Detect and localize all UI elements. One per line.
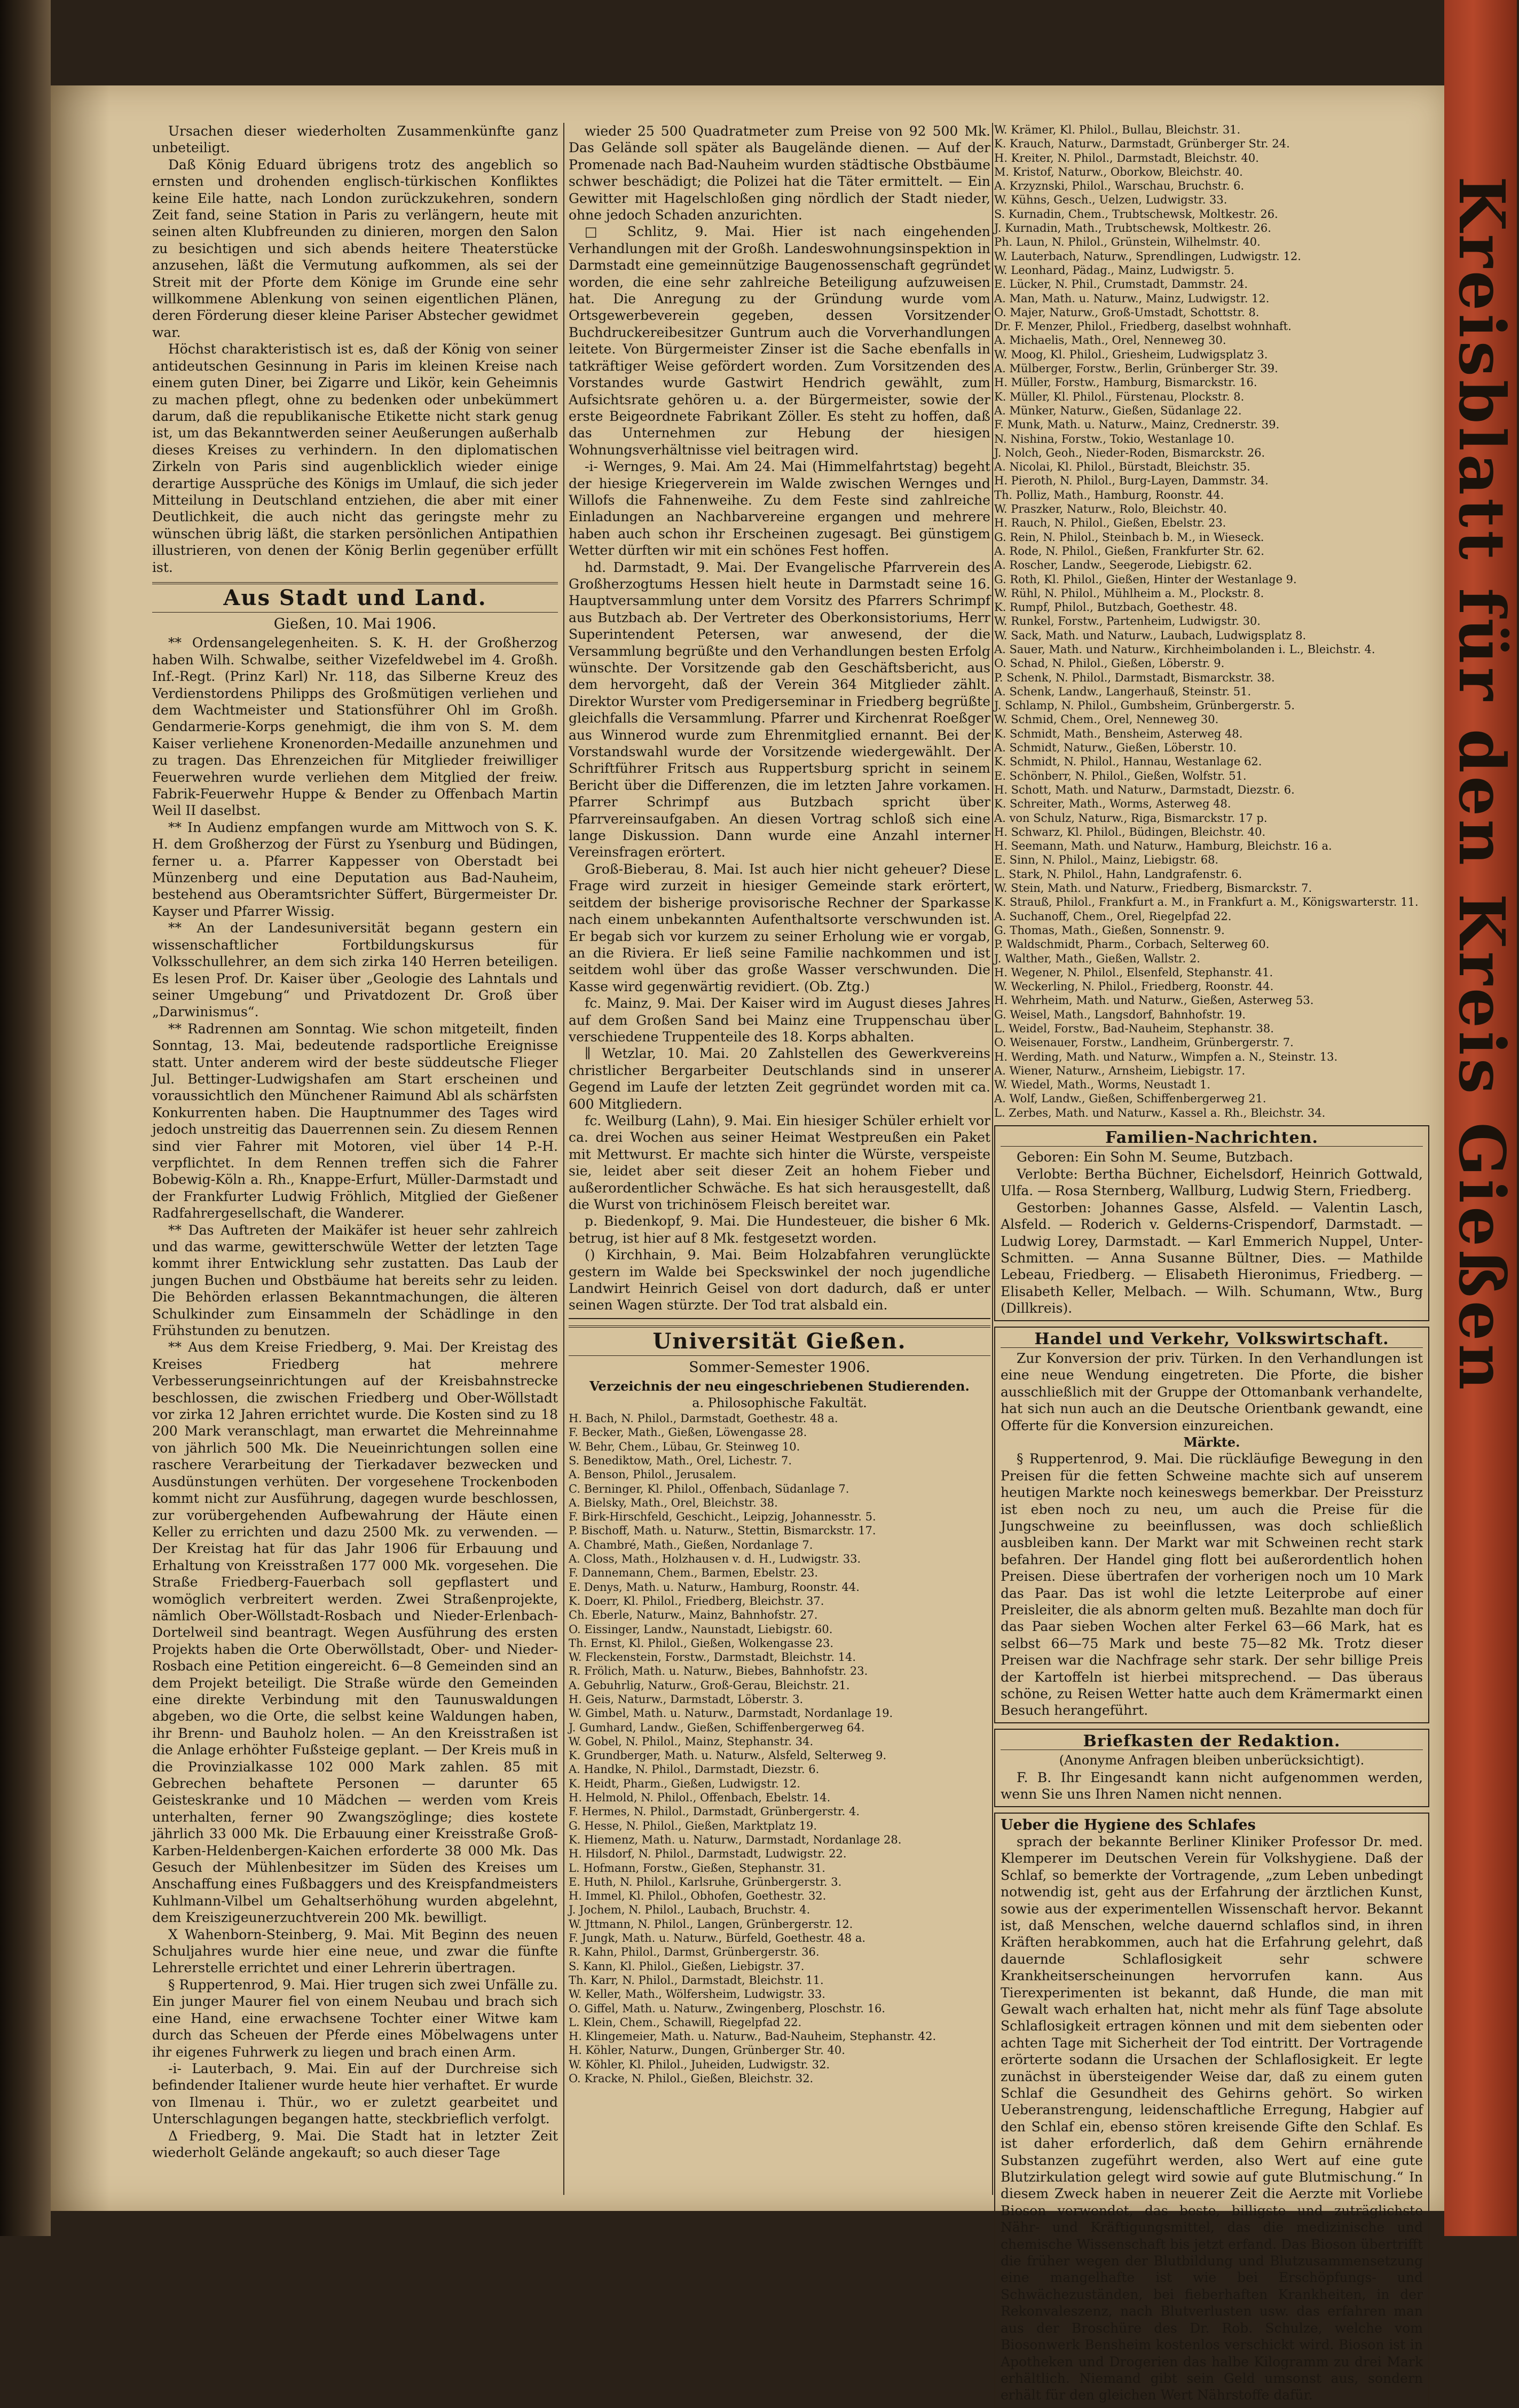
list-item: M. Kristof, Naturw., Oborkow, Bleichstr. 40. bbox=[994, 165, 1243, 178]
list-item: W. Krämer, Kl. Philol., Bullau, Bleichstr. 31. bbox=[994, 123, 1241, 136]
list-item: W. Lauterbach, Naturw., Sprendlingen, Ludwigstr. 12. bbox=[994, 249, 1301, 263]
list-item: G. Weisel, Math., Langsdorf, Bahnhofstr. 19. bbox=[994, 1008, 1246, 1021]
letters-heading: Briefkasten der Redaktion. bbox=[1001, 1733, 1423, 1750]
trade-heading: Handel und Verkehr, Volkswirtschaft. bbox=[1001, 1331, 1423, 1348]
paragraph: Zur Konversion der priv. Türken. In den Verhandlungen ist eine neue Wendung eingetreten. Die Pforte, die bisher ausschließlich mit der Gruppe der Ottomanbank verhandelte, hat sich nun auch an die Deutsche Orientbank gewandt, eine Offerte für die Konversion einzureichen. bbox=[1001, 1350, 1423, 1433]
list-item: A. Krzyznski, Philol., Warschau, Bruchstr. 6. bbox=[994, 179, 1245, 193]
paragraph: X Wahenborn-Steinberg, 9. Mai. Mit Beginn des neuen Schuljahres wurde hier eine neue, und zwar die fünfte Lehrerstelle errichtet und einer Lehrerin übertragen. bbox=[152, 1926, 558, 1976]
column-1-top bbox=[152, 123, 558, 576]
list-item: Th. Ernst, Kl. Philol., Gießen, Wolkengasse 23. bbox=[569, 1636, 834, 1650]
list-item: W. Sack, Math. und Naturw., Laubach, Ludwigsplatz 8. bbox=[994, 629, 1307, 642]
list-item: H. Rauch, N. Philol., Gießen, Ebelstr. 23. bbox=[994, 516, 1226, 530]
paragraph: wieder 25 500 Quadratmeter zum Preise von 92 500 Mk. Das Gelände soll später als Baugelände dienen. — Auf der Promenade nach Bad-Nauheim wurden städtische Obstbäume schwer beschädigt; die Polizei hat die Täter ermittelt. — Ein Gewitter mit Hagelschloßen ging nördlich der Stadt nieder, ohne jedoch Schaden anzurichten. bbox=[569, 123, 990, 223]
list-item: E. Denys, Math. u. Naturw., Hamburg, Roonstr. 44. bbox=[569, 1580, 860, 1594]
list-item: A. Rode, N. Philol., Gießen, Frankfurter Str. 62. bbox=[994, 544, 1264, 558]
list-item: F. Jungk, Math. u. Naturw., Bürfeld, Goethestr. 48 a. bbox=[569, 1932, 866, 1945]
paragraph: Groß-Bieberau, 8. Mai. Ist auch hier nicht geheuer? Diese Frage wird zurzeit in hiesiger Gemeinde stark erörtert, seitdem der bisherige provisorische Rechner der Sparkasse nach einem unbekannten Aufenthaltsorte verschwunden ist. Er begab sich vor kurzem zu seiner Erholung wie er vorgab, an die Riviera. Er ließ seine Familie nachkommen und ist seitdem wohl über das große Wasser verschwunden. Die Kasse wird gegenwärtig revidiert. (Ob. Ztg.) bbox=[569, 861, 990, 994]
list-item: A. Gebuhrlig, Naturw., Groß-Gerau, Bleichstr. 21. bbox=[569, 1678, 850, 1692]
list-item: G. Rein, N. Philol., Steinbach b. M., in Wieseck. bbox=[994, 530, 1264, 544]
paragraph: Geboren: Ein Sohn M. Seume, Butzbach. bbox=[1017, 1149, 1294, 1165]
list-item: F. Dannemann, Chem., Barmen, Ebelstr. 23. bbox=[569, 1566, 818, 1580]
paragraph: Gestorben: Johannes Gasse, Alsfeld. — Valentin Lasch, Alsfeld. — Roderich v. Gelderns-Crispendorf, Darmstadt. — Ludwig Lorey, Darmstadt. — Karl Emmerich Nuppel, Unter-Schmitten. — Anna Susanne Bültner, Dies. — Mathilde Lebeau, Friedberg. — Elisabeth Hieronimus, Friedberg. — Elisabeth Keller, Melbach. — Wilh. Schumann, Wtw., Burg (Dillkreis). bbox=[1001, 1199, 1423, 1316]
divider bbox=[569, 1318, 990, 1319]
list-item: H. Bach, N. Philol., Darmstadt, Goethestr. 48 a. bbox=[569, 1412, 838, 1425]
dateline: Gießen, 10. Mai 1906. bbox=[273, 615, 437, 632]
column-3 bbox=[994, 123, 1429, 2403]
list-item: E. Huth, N. Philol., Karlsruhe, Grünbergerstr. 3. bbox=[569, 1875, 842, 1888]
list-item: O. Eissinger, Landw., Naunstadt, Liebigstr. 60. bbox=[569, 1622, 833, 1636]
list-item: W. Runkel, Forstw., Partenheim, Ludwigstr. 30. bbox=[994, 615, 1261, 628]
paragraph: ** Radrennen am Sonntag. Wie schon mitgeteilt, finden Sonntag, 13. Mai, bedeutende radsportliche Ereignisse statt. Unter anderem wird der beste süddeutsche Flieger Jul. Bettinger-Ludwigshafen am Start erscheinen und voraussichtlich den Münchener Raimund Abl als schärfsten Konkurrenten haben. Die Hauptnummer des Tages wird jedoch unstreitig das Dauerrennen sein. Zu diesem Rennen sind vier Fahrer mit Motoren, viel über 14 P.-H. verpflichtet. In dem Rennen treffen sich die Fahrer Bobewig-Köln a. Rh., Knappe-Erfurt, Müller-Darmstadt und der Frankfurter Ludwig Fröhlich, Mitglied der Gießener Radfahrergesellschaft, die Wanderer. bbox=[152, 1021, 558, 1221]
paragraph: ** In Audienz empfangen wurde am Mittwoch von S. K. H. dem Großherzog der Fürst zu Ysenburg und Büdingen, ferner u. a. Pfarrer Kappesser von Oberstadt bei Münzenberg und eine Deputation aus Bad-Nauheim, bestehend aus Oberamtsrichter Süffert, Bürgermeister Dr. Kayser und Pfarrer Wissig. bbox=[152, 819, 558, 919]
list-item: K. Doerr, Kl. Philol., Friedberg, Bleichstr. 37. bbox=[569, 1594, 824, 1607]
list-item: Th. Polliz, Math., Hamburg, Roonstr. 44. bbox=[994, 488, 1224, 501]
list-item: G. Roth, Kl. Philol., Gießen, Hinter der Westanlage 9. bbox=[994, 572, 1297, 586]
list-item: E. Sinn, N. Philol., Mainz, Liebigstr. 68. bbox=[994, 853, 1219, 867]
list-item: E. Lücker, N. Phil., Crumstadt, Dammstr. 24. bbox=[994, 278, 1248, 291]
list-item: A. Münker, Naturw., Gießen, Südanlage 22. bbox=[994, 404, 1242, 417]
column-2 bbox=[569, 123, 990, 2206]
list-item: L. Zerbes, Math. und Naturw., Kassel a. Rh., Bleichstr. 34. bbox=[994, 1106, 1326, 1119]
list-item: P. Waldschmidt, Pharm., Corbach, Selterweg 60. bbox=[994, 938, 1270, 951]
list-item: K. Müller, Kl. Philol., Fürstenau, Plockstr. 8. bbox=[994, 390, 1245, 403]
paragraph: fc. Mainz, 9. Mai. Der Kaiser wird im August dieses Jahres auf dem Großen Sand bei Mainz eine Truppenschau über verschiedene Truppenteile des 18. Korps abhalten. bbox=[569, 995, 990, 1045]
section-heading: Aus Stadt und Land. bbox=[152, 582, 558, 613]
list-item: A. Suchanoff, Chem., Orel, Riegelpfad 22. bbox=[994, 909, 1232, 923]
list-item: K. Schmidt, Math., Bensheim, Asterweg 48. bbox=[994, 727, 1243, 740]
family-news-heading: Familien-Nachrichten. bbox=[1001, 1130, 1423, 1147]
student-list bbox=[569, 1411, 990, 2085]
list-item: A. Schmidt, Naturw., Gießen, Löberstr. 10. bbox=[994, 741, 1237, 755]
list-item: K. Heidt, Pharm., Gießen, Ludwigstr. 12. bbox=[569, 1777, 800, 1790]
column-rule bbox=[563, 123, 564, 2195]
paragraph: § Ruppertenrod, 9. Mai. Hier trugen sich zwei Unfälle zu. Ein junger Maurer fiel von einem Neubau und brach sich eine Hand, eine erwachsene Tochter einer Witwe kam durch das Scheuen der Pferde eines Möbelwagens unter ihr eigenes Fuhrwerk zu liegen und brach einen Arm. bbox=[152, 1976, 558, 2060]
list-item: E. Schönberr, N. Philol., Gießen, Wolfstr. 51. bbox=[994, 769, 1247, 782]
list-item: H. Klingemeier, Math. u. Naturw., Bad-Nauheim, Stephanstr. 42. bbox=[569, 2030, 936, 2043]
student-list-cont bbox=[994, 123, 1429, 1120]
list-item: W. Rühl, N. Philol., Mühlheim a. M., Plockstr. 8. bbox=[994, 586, 1264, 600]
paragraph: fc. Weilburg (Lahn), 9. Mai. Ein hiesiger Schüler erhielt vor ca. drei Wochen aus seiner Heimat Westpreußen ein Paket mit Mettwurst. Er machte sich hinter die Würste, verspeiste sie, leidet aber seit dieser Zeit an hohem Fieber und außerordentlicher Schwäche. Es hat sich herausgestellt, daß die Wurst von trichinösem Fleisch bereitet war. bbox=[569, 1112, 990, 1212]
paragraph: Daß König Eduard übrigens trotz des angeblich so ernsten und drohenden englisch-türkischen Konfliktes keine Eile hatte, nach London zurückzukehren, sondern Zeit fand, seine Station in Paris zu verlängern, heute mit seinen alten Klubfreunden zu dinieren, morgen den Salon zu besichtigen und sich abends heitere Theaterstücke anzusehen, läßt die Vermutung aufkommen, als sei der Streit mit der Pforte dem Könige im Grunde eine sehr willkommene Ablenkung von seinen eigentlichen Plänen, deren Förderung dieser kleine Pariser Abstecher gewidmet war. bbox=[152, 156, 558, 340]
list-item: W. Schmid, Chem., Orel, Nenneweg 30. bbox=[994, 713, 1219, 726]
list-item: F. Hermes, N. Philol., Darmstadt, Grünbergerstr. 4. bbox=[569, 1805, 860, 1818]
list-item: W. Keller, Math., Wölfersheim, Ludwigstr. 33. bbox=[569, 1988, 825, 2001]
semester-subheading: Sommer-Semester 1906. bbox=[689, 1359, 870, 1376]
list-item: H. Müller, Forstw., Hamburg, Bismarckstr. 16. bbox=[994, 376, 1257, 389]
list-item: W. Gobel, N. Philol., Mainz, Stephanstr. 34. bbox=[569, 1735, 814, 1748]
list-item: W. Praszker, Naturw., Rolo, Bleichstr. 40. bbox=[994, 503, 1227, 516]
list-item: H. Wehrheim, Math. und Naturw., Gießen, Asterweg 53. bbox=[994, 994, 1314, 1007]
list-item: K. Grundberger, Math. u. Naturw., Alsfeld, Selterweg 9. bbox=[569, 1749, 887, 1762]
list-item: L. Hofmann, Forstw., Gießen, Stephanstr. 31. bbox=[569, 1861, 825, 1874]
list-item: K. Schreiter, Math., Worms, Asterweg 48. bbox=[994, 797, 1231, 811]
list-item: W. Fleckenstein, Forstw., Darmstadt, Bleichstr. 14. bbox=[569, 1651, 856, 1664]
list-item: W. Stein, Math. und Naturw., Friedberg, Bismarckstr. 7. bbox=[994, 882, 1312, 895]
paragraph: p. Biedenkopf, 9. Mai. Die Hundesteuer, die bisher 6 Mk. betrug, ist hier auf 8 Mk. festgesetzt worden. bbox=[569, 1213, 990, 1246]
list-item: W. Gimbel, Math. u. Naturw., Darmstadt, Nordanlage 19. bbox=[569, 1707, 893, 1720]
list-item: H. Seemann, Math. und Naturw., Hamburg, Bleichstr. 16 a. bbox=[994, 840, 1332, 853]
paragraph: () Kirchhain, 9. Mai. Beim Holzabfahren verunglückte gestern im Walde bei Speckswinkel der noch jugendliche Landwirt Heinrich Geisel von dort dadurch, daß er unter seinen Wagen stürzte. Der Tod trat alsbald ein. bbox=[569, 1247, 990, 1313]
column-2-body bbox=[569, 123, 990, 1314]
list-item: A. Mülberger, Forstw., Berlin, Grünberger Str. 39. bbox=[994, 362, 1278, 375]
list-item: K. Rumpf, Philol., Butzbach, Goethestr. 48. bbox=[994, 601, 1238, 614]
list-item: Th. Karr, N. Philol., Darmstadt, Bleichstr. 11. bbox=[569, 1973, 824, 1987]
list-item: K. Krauch, Naturw., Darmstadt, Grünberger Str. 24. bbox=[994, 137, 1290, 151]
list-item: A. Benson, Philol., Jerusalem. bbox=[569, 1468, 737, 1481]
list-item: Ch. Eberle, Naturw., Mainz, Bahnhofstr. 27. bbox=[569, 1609, 818, 1622]
paragraph: ** Das Auftreten der Maikäfer ist heuer sehr zahlreich und das warme, gewitterschwüle Wetter der letzten Tage kommt ihrer Entwicklung sehr zustatten. Das Laub der jungen Buchen und Obstbäume hat bereits sehr zu leiden. Die Behörden erlassen Bekanntmachungen, die älteren Schulkinder zum Einsammeln der Schädlinge in den Frühstunden zu benutzen. bbox=[152, 1222, 558, 1339]
list-item: A. Wolf, Landw., Gießen, Schiffenbergerweg 21. bbox=[994, 1092, 1266, 1105]
list-item: O. Schad, N. Philol., Gießen, Löberstr. 9. bbox=[994, 657, 1225, 670]
paragraph: Höchst charakteristisch ist es, daß der König von seiner antideutschen Gesinnung in Paris im kleinen Kreise nach einem guten Diner, bei Zigarre und Likör, kein Geheimnis zu machen pflegt, ohne zu bedenken oder unbekümmert darum, daß die republikanische Etikette nicht stark genug ist, um das Bekanntwerden seiner Aeußerungen außerhalb dieses Kreises zu verhindern. In den diplomatischen Zirkeln von Paris sind augenblicklich wieder einige derartige Aussprüche des Königs im Umlauf, die sich jeder Mitteilung in Deutschland entziehen, die aber mit einer Deutlichkeit, die auch nicht das geringste mehr zu wünschen übrig läßt, die starken persönlichen Antipathien illustrieren, von denen der König Berlin gegenüber erfüllt ist. bbox=[152, 341, 558, 575]
paragraph: -i- Wernges, 9. Mai. Am 24. Mai (Himmelfahrtstag) begeht der hiesige Kriegerverein im Walde zwischen Wernges und Willofs die Fahnenweihe. Zu dem Feste sind zahlreiche Einladungen an Nachbarvereine ergangen und mehrere haben auch schon ihr Erscheinen zugesagt. Bei günstigem Wetter dürften wir mit ein schönes Fest hoffen. bbox=[569, 459, 990, 559]
list-item: J. Nolch, Geoh., Nieder-Roden, Bismarckstr. 26. bbox=[994, 446, 1265, 459]
list-item: P. Schenk, N. Philol., Darmstadt, Bismarckstr. 38. bbox=[994, 671, 1275, 684]
list-item: A. Closs, Math., Holzhausen v. d. H., Ludwigstr. 33. bbox=[569, 1552, 861, 1566]
list-item: H. Köhler, Naturw., Dungen, Grünberger Str. 40. bbox=[569, 2044, 845, 2057]
list-item: H. Pieroth, N. Philol., Burg-Layen, Dammstr. 34. bbox=[994, 474, 1269, 488]
list-item: F. Birk-Hirschfeld, Geschicht., Leipzig, Johannesstr. 5. bbox=[569, 1510, 876, 1524]
list-item: J. Kurnadin, Math., Trubtschewsk, Moltkestr. 26. bbox=[994, 222, 1271, 235]
list-item: C. Berninger, Kl. Philol., Offenbach, Südanlage 7. bbox=[569, 1482, 849, 1495]
list-item: A. Man, Math. u. Naturw., Mainz, Ludwigstr. 12. bbox=[994, 292, 1270, 305]
list-item: W. Köhler, Kl. Philol., Juheiden, Ludwigstr. 32. bbox=[569, 2058, 830, 2071]
list-item: R. Frölich, Math. u. Naturw., Biebes, Bahnhofstr. 23. bbox=[569, 1665, 868, 1678]
list-item: W. Kühns, Gesch., Uelzen, Ludwigstr. 33. bbox=[994, 193, 1227, 207]
list-item: J. Walther, Math., Gießen, Wallstr. 2. bbox=[994, 952, 1200, 965]
list-item: H. Helmold, N. Philol., Offenbach, Ebelstr. 14. bbox=[569, 1791, 831, 1805]
list-item: A. Sauer, Math. und Naturw., Kirchheimbolanden i. L., Bleichstr. 4. bbox=[994, 642, 1375, 656]
paragraph: ∥ Wetzlar, 10. Mai. 20 Zahlstellen des Gewerkvereins christlicher Bergarbeiter Deutschlands sind in unserer Gegend im Laufe der letzten Zeit gegründet worden mit ca. 600 Mitgliedern. bbox=[569, 1046, 990, 1112]
column-1-body bbox=[152, 634, 558, 2161]
list-item: H. Kreiter, N. Philol., Darmstadt, Bleichstr. 40. bbox=[994, 151, 1259, 164]
paragraph: § Ruppertenrod, 9. Mai. Die rückläufige Bewegung in den Preisen für die fetten Schweine machte sich auf unserem heutigen Markte noch keineswegs bemerkbar. Der Preissturz ist eben noch zu neu, um auch die Preise für die Jungschweine zu beeinflussen, was doch schließlich ausbleiben kann. Der Markt war mit Schweinen recht stark befahren. Der Handel ging flott bei außerordentlich hohen Preisen. Diese übertrafen der vorherigen noch um 10 Mark das Paar. Das ist wohl die letzte Leiterprobe auf einer Preisleiter, die als abnorm gelten muß. Bezahlte man doch für das Paar sieben Wochen alter Ferkel 63—66 Mark, hat es selbst 66—75 Mark und beste 75—82 Mk. Trotz dieser Preisen war die Nachfrage sehr stark. Der sehr billige Preis der Kartoffeln ist hierbei mitsprechend. — Das überaus schöne, zu Reisen Wetter hatte auch dem Krämermarkt einen Besuch herangeführt. bbox=[1001, 1451, 1423, 1719]
list-item: W. Wiedel, Math., Worms, Neustadt 1. bbox=[994, 1078, 1211, 1092]
paragraph: Δ Friedberg, 9. Mai. Die Stadt hat in letzter Zeit wiederholt Gelände angekauft; so auch dieser Tage bbox=[152, 2128, 558, 2160]
family-news-body bbox=[1001, 1149, 1423, 1316]
list-item: F. Munk, Math. u. Naturw., Mainz, Crednerstr. 39. bbox=[994, 418, 1280, 432]
student-list-title: Verzeichnis der neu eingeschriebenen Studierenden. bbox=[589, 1378, 970, 1394]
list-item: W. Jttmann, N. Philol., Langen, Grünbergerstr. 12. bbox=[569, 1917, 853, 1931]
list-item: L. Weidel, Forstw., Bad-Nauheim, Stephanstr. 38. bbox=[994, 1022, 1274, 1035]
list-item: H. Werding, Math. und Naturw., Wimpfen a. N., Steinstr. 13. bbox=[994, 1050, 1338, 1063]
list-item: A. Nicolai, Kl. Philol., Bürstadt, Bleichstr. 35. bbox=[994, 460, 1250, 474]
list-item: G. Thomas, Math., Gießen, Sonnenstr. 9. bbox=[994, 923, 1225, 937]
list-item: P. Bischoff, Math. u. Naturw., Stettin, Bismarckstr. 17. bbox=[569, 1524, 876, 1538]
paragraph: ** An der Landesuniversität begann gestern ein wissenschaftlicher Fortbildungskursus für Volksschullehrer, an dem sich zirka 140 Herren beteiligen. Es lesen Prof. Dr. Kaiser über „Geologie des Lahntals und seiner Umgebung“ und Privatdozent Dr. Groß über „Darwinismus“. bbox=[152, 920, 558, 1020]
list-item: Dr. F. Menzer, Philol., Friedberg, daselbst wohnhaft. bbox=[994, 320, 1292, 333]
list-item: F. Becker, Math., Gießen, Löwengasse 28. bbox=[569, 1426, 807, 1439]
list-item: A. Schenk, Landw., Langerhauß, Steinstr. 51. bbox=[994, 685, 1252, 698]
letters-subheading: (Anonyme Anfragen bleiben unberücksichtigt). bbox=[1059, 1753, 1365, 1768]
list-item: H. Schwarz, Kl. Philol., Büdingen, Bleichstr. 40. bbox=[994, 825, 1266, 838]
letters-body bbox=[1001, 1769, 1423, 1803]
list-item: A. Roscher, Landw., Seegerode, Liebigstr. 62. bbox=[994, 559, 1252, 572]
paragraph: Ursachen dieser wiederholten Zusammenkünfte ganz unbeteiligt. bbox=[152, 123, 558, 156]
list-item: L. Klein, Chem., Schawill, Riegelpfad 22. bbox=[569, 2015, 802, 2029]
paragraph: sprach der bekannte Berliner Kliniker Professor Dr. med. Klemperer im Deutschen Verein für Volkshygiene. Daß der Schlaf, so bemerkte der Vortragende, „zum Leben unbedingt notwendig ist, geht aus der Erfahrung der ärztlichen Kunst, sowie aus der experimentellen Wissenschaft hervor. Bekannt ist, daß Menschen, welche dauernd schlaflos sind, in ihren Kräften herabkommen, auch hat die Erfahrung gelehrt, daß dauernde Schlaflosigkeit sehr schwere Krankheitserscheinungen hervorrufen kann. Aus Tierexperimenten ist bekannt, daß Hunde, die man mit Gewalt wach erhalten hat, nicht mehr als fünf Tage absolute Schlaflosigkeit ertragen können und mit dem siebenten oder achten Tage mit Sicherheit der Tod eintritt. Der Vortragende erörterte sodann die Ursachen der Schlaflosigkeit. Er legte zunächst in übersteigender Weise dar, daß zu einem guten Schlaf die Gesundheit des Gehirns gehört. So wirken Ueberanstrengung, leidenschaftliche Erregung, Habgier auf den Schlaf ein, ebenso stören kreisende Gifte den Schlaf. Es ist daher erforderlich, daß dem Gehirn ernährende Substanzen zugeführt werden, also Wert auf eine gute Blutzirkulation gelegt wird sowie auf gute Blutmischung.“ In diesem Zweck haben in neuerer Zeit die Aerzte mit Vorliebe Bioson verwendet, das beste, billigste und zuträglichste Nähr- und Kräftigungsmittel, das die medizinische und chemische Wissenschaft bis jetzt erfand. Das Bioson übertrifft die früher wegen der Blutbildung und Blutzusammensetzung eine mangelhafte ist wie bei Erschöpfungs- und Schwächezuständen, bei fieberhaften Krankheiten, in der Rekonvaleszenz, nach Blutverlusten usw. das erfahren man aus der Broschüre des Dr. Rob. Schulze, welche vom Biosonwerk Bensheim kostenlos verschickt wird. Bioson ist in Apotheken und Drogerien das halbe Kilogramm zu drei Mark erhältlich. Niemand gibt sein Geld umsonst aus, sondern erhält für den gleichen Wert Nährstoffe dafür. bbox=[1001, 1833, 1423, 2403]
list-item: W. Behr, Chem., Lübau, Gr. Steinweg 10. bbox=[569, 1440, 800, 1453]
list-item: W. Weckerling, N. Philol., Friedberg, Roonstr. 44. bbox=[994, 980, 1274, 993]
markets-body bbox=[1001, 1450, 1423, 1719]
list-item: O. Weisenauer, Forstw., Landheim, Grünbergerstr. 7. bbox=[994, 1036, 1294, 1049]
list-item: W. Leonhard, Pädag., Mainz, Ludwigstr. 5. bbox=[994, 263, 1234, 277]
masthead-title: Kreisblatt für den Kreis Gießen bbox=[1445, 176, 1519, 1393]
family-news-box bbox=[994, 1125, 1429, 1321]
list-item: S. Benediktow, Math., Orel, Lichestr. 7. bbox=[569, 1454, 792, 1467]
paragraph: F. B. Ihr Eingesandt kann nicht aufgenommen werden, wenn Sie uns Ihren Namen nicht nennen. bbox=[1001, 1769, 1423, 1802]
trade-box bbox=[994, 1327, 1429, 1723]
markets-heading: Märkte. bbox=[1183, 1434, 1240, 1450]
paragraph: hd. Darmstadt, 9. Mai. Der Evangelische Pfarrverein des Großherzogtums Hessen hielt heute in Darmstadt seine 16. Hauptversammlung unter dem Vorsitz des Pfarrers Schrimpf aus Butzbach ab. Der Vertreter des Oberkonsistoriums, Herr Superintendent Petersen, war anwesend, der die Versammlung begrüßte und den Verhandlungen besten Erfolg wünschte. Der Vorsitzende gab den Geschäftsbericht, aus dem hervorgeht, daß der Verein 364 Mitglieder zählt. Direktor Wurster vom Predigerseminar in Friedberg begrüßte gleichfalls die Versammlung. Pfarrer und Kirchenrat Roeßger aus Winnerod wurde zum Ehrenmitglied ernannt. Bei der Vorstandswahl wurde der Vorsitzende wiedergewählt. Der Schriftführer Fritsch aus Ruppertsburg spricht in seinem Bericht über die Differenzen, die im letzten Jahre vorkamen. Pfarrer Schrimpf aus Butzbach spricht über Pfarrvereinsaufgaben. An diesen Vortrag schloß sich eine lange Diskussion. Dann wurde eine Anzahl interner Vereinsfragen erörtert. bbox=[569, 559, 990, 860]
list-item: A. Michaelis, Math., Orel, Nenneweg 30. bbox=[994, 334, 1226, 347]
list-item: S. Kann, Kl. Philol., Gießen, Liebigstr. 37. bbox=[569, 1959, 805, 1973]
list-item: A. von Schulz, Naturw., Riga, Bismarckstr. 17 p. bbox=[994, 811, 1268, 825]
list-item: A. Handke, N. Philol., Darmstadt, Diezstr. 6. bbox=[569, 1763, 820, 1776]
list-item: K. Strauß, Philol., Frankfurt a. M., in Frankfurt a. M., Königswarterstr. 11. bbox=[994, 896, 1419, 909]
list-item: S. Kurnadin, Chem., Trubtschewsk, Moltkestr. 26. bbox=[994, 207, 1278, 221]
list-item: H. Hilsdorf, N. Philol., Darmstadt, Ludwigstr. 22. bbox=[569, 1847, 847, 1861]
list-item: J. Jochem, N. Philol., Laubach, Bruchstr. 4. bbox=[569, 1903, 810, 1917]
list-item: O. Kracke, N. Philol., Gießen, Bleichstr. 32. bbox=[569, 2072, 814, 2085]
column-1 bbox=[152, 123, 558, 2206]
book-binding bbox=[0, 0, 51, 2236]
advert-box bbox=[994, 1813, 1429, 2408]
list-item: W. Moog, Kl. Philol., Griesheim, Ludwigsplatz 3. bbox=[994, 348, 1268, 361]
list-item: Ph. Laun, N. Philol., Grünstein, Wilhelmstr. 40. bbox=[994, 236, 1261, 249]
list-item: J. Gumhard, Landw., Gießen, Schiffenbergerweg 64. bbox=[569, 1721, 865, 1734]
list-item: H. Wegener, N. Philol., Elsenfeld, Stephanstr. 41. bbox=[994, 966, 1273, 979]
list-item: O. Giffel, Math. u. Naturw., Zwingenberg, Ploschstr. 16. bbox=[569, 2002, 886, 2015]
list-item: R. Kahn, Philol., Darmst, Grünbergerstr. 36. bbox=[569, 1946, 820, 1959]
column-rule bbox=[992, 123, 993, 2195]
paragraph: ** Ordensangelegenheiten. S. K. H. der Großherzog haben Wilh. Schwalbe, seither Vizefeldwebel im 4. Großh. Inf.-Regt. (Prinz Karl) Nr. 118, das Silberne Kreuz des Verdienstordens Philipps des Großmütigen verliehen und dem Wachtmeister und Stationsführer Ohl im Großh. Gendarmerie-Korps genehmigt, die ihm von S. M. dem Kaiser verliehene Kronenorden-Medaille anzunehmen und zu tragen. Das Ehrenzeichen für Mitglieder freiwilliger Feuerwehren wurde verliehen dem Mitglied der freiw. Fabrik-Feuerwehr Huppe & Bender zu Offenbach Martin Weil II daselbst. bbox=[152, 635, 558, 819]
paragraph: ** Aus dem Kreise Friedberg, 9. Mai. Der Kreistag des Kreises Friedberg hat mehrere Verbesserungseinrichtungen auf der Kreisbahnstrecke beschlossen, die zwischen Friedberg und Ober-Wöllstadt vor zirka 12 Jahren errichtet wurde. Die Kosten sind zu 18 200 Mark veranschlagt, man erwartet die Mehreinnahme von jährlich 500 Mk. Die Neueinrichtungen sollen eine raschere Verarbeitung der Tierkadaver bezwecken und Ausdünstungen verhüten. Der vorgesehene Trockenboden kommt nicht zur Ausführung, dagegen wurde beschlossen, zur vorübergehenden Aufbewahrung der Häute einen Keller zu errichten und dazu 2500 Mk. zu verwenden. — Der Kreistag hat für das Jahr 1906 für Erbauung und Erhaltung von Kreisstraßen 177 000 Mk. vorgesehen. Die Straße Friedberg-Fauerbach soll gepflastert und womöglich verbreitert werden. Zwei Straßenprojekte, nämlich Ober-Wöllstadt-Rosbach und Nieder-Erlenbach-Dortelweil sind beantragt. Wegen Ausführung des ersten Projekts haben die Orte Oberwöllstadt, Ober- und Nieder-Rosbach eine Petition eingereicht. 6—8 Gemeinden sind an dem Projekt beteiligt. Die Straße würde den Gemeinden eine direkte Verbindung mit den Taunuswaldungen abgeben, wo die Orte, die selbst keine Waldungen haben, ihr Brenn- und Bauholz holen. — An den Kreisstraßen ist die Anlage erhöhter Fußsteige geplant. — Der Kreis muß in die Provinzialkasse 102 000 Mark zahlen. 85 mit Gebrechen behaftete Personen — darunter 65 Geisteskranke und 10 Mädchen — werden vom Kreis unterhalten, ferner 90 Zwangszöglinge; dies kostete jährlich 33 000 Mk. Die Erbauung einer Kreisstraße Groß-Karben-Heldenbergen-Kaichen erforderte 38 000 Mk. Das Gesuch der Mühlenbesitzer im Süden des Kreises um Anschaffung eines Fußbaggers und des Kreispfandmeisters Kuhlmann-Vilbel um Gehaltserhöhung wurden abgelehnt, dem Kreiszigeunerzuchtverein 200 Mk. bewilligt. bbox=[152, 1339, 558, 1926]
list-item: H. Geis, Naturw., Darmstadt, Löberstr. 3. bbox=[569, 1693, 804, 1706]
list-item: L. Stark, N. Philol., Hahn, Landgrafenstr. 6. bbox=[994, 867, 1242, 881]
advert-body bbox=[1001, 1833, 1423, 2404]
faculty-label: a. Philosophische Fakultät. bbox=[692, 1395, 867, 1410]
list-item: A. Wiener, Naturw., Arnsheim, Liebigstr. 17. bbox=[994, 1064, 1246, 1077]
trade-body bbox=[1001, 1350, 1423, 1434]
list-item: O. Majer, Naturw., Groß-Umstadt, Schottstr. 8. bbox=[994, 305, 1260, 319]
paragraph: Verlobte: Bertha Büchner, Eichelsdorf, Heinrich Gottwald, Ulfa. — Rosa Sternberg, Wallburg, Ludwig Stern, Friedberg. bbox=[1001, 1166, 1423, 1199]
list-item: H. Immel, Kl. Philol., Obhofen, Goethestr. 32. bbox=[569, 1889, 827, 1903]
list-item: N. Nishina, Forstw., Tokio, Westanlage 10. bbox=[994, 432, 1234, 445]
list-item: H. Schott, Math. und Naturw., Darmstadt, Diezstr. 6. bbox=[994, 783, 1295, 796]
list-item: A. Bielsky, Math., Orel, Bleichstr. 38. bbox=[569, 1496, 778, 1509]
list-item: K. Hiemenz, Math. u. Naturw., Darmstadt, Nordanlage 28. bbox=[569, 1833, 902, 1846]
list-item: K. Schmidt, N. Philol., Hannau, Westanlage 62. bbox=[994, 755, 1262, 768]
paragraph: -i- Lauterbach, 9. Mai. Ein auf der Durchreise sich befindender Italiener wurde heute hier verhaftet. Er wurde von Ilmenau i. Thür., wo er zuletzt gearbeitet und Unterschlagungen begangen hatte, steckbrieflich verfolgt. bbox=[152, 2060, 558, 2127]
letters-box bbox=[994, 1729, 1429, 1807]
advert-heading: Ueber die Hygiene des Schlafes bbox=[1001, 1816, 1256, 1833]
list-item: J. Schlamp, N. Philol., Gumbsheim, Grünbergerstr. 5. bbox=[994, 699, 1295, 712]
paragraph: □ Schlitz, 9. Mai. Hier ist nach eingehenden Verhandlungen mit der Großh. Landeswohnungsinspektion in Darmstadt eine gemeinnützige Baugenossenschaft gegründet worden, die eine sehr zahlreiche Beteiligung aufzuweisen hat. Die Anregung zu der Gründung wurde vom Ortsgewerbeverein gegeben, dessen Vorsitzender Buchdruckereibesitzer Guntrum auch die Vorverhandlungen leitete. Von Bürgermeister Zinser ist die Sache ebenfalls in tatkräftiger Weise gefördert worden. Zum Vorsitzenden des Vorstandes wurde Gastwirt Hendrich gewählt, zum Aufsichtsrate gehören u. a. der Bürgermeister, sowie der erste Beigeordnete Fabrikant Zöller. Es steht zu hoffen, daß das Unternehmen zur Hebung der hiesigen Wohnungsverhältnisse viel beitragen wird. bbox=[569, 224, 990, 458]
list-item: A. Chambré, Math., Gießen, Nordanlage 7. bbox=[569, 1538, 813, 1551]
university-heading: Universität Gießen. bbox=[569, 1325, 990, 1356]
list-item: G. Hesse, N. Philol., Gießen, Marktplatz 19. bbox=[569, 1819, 817, 1832]
